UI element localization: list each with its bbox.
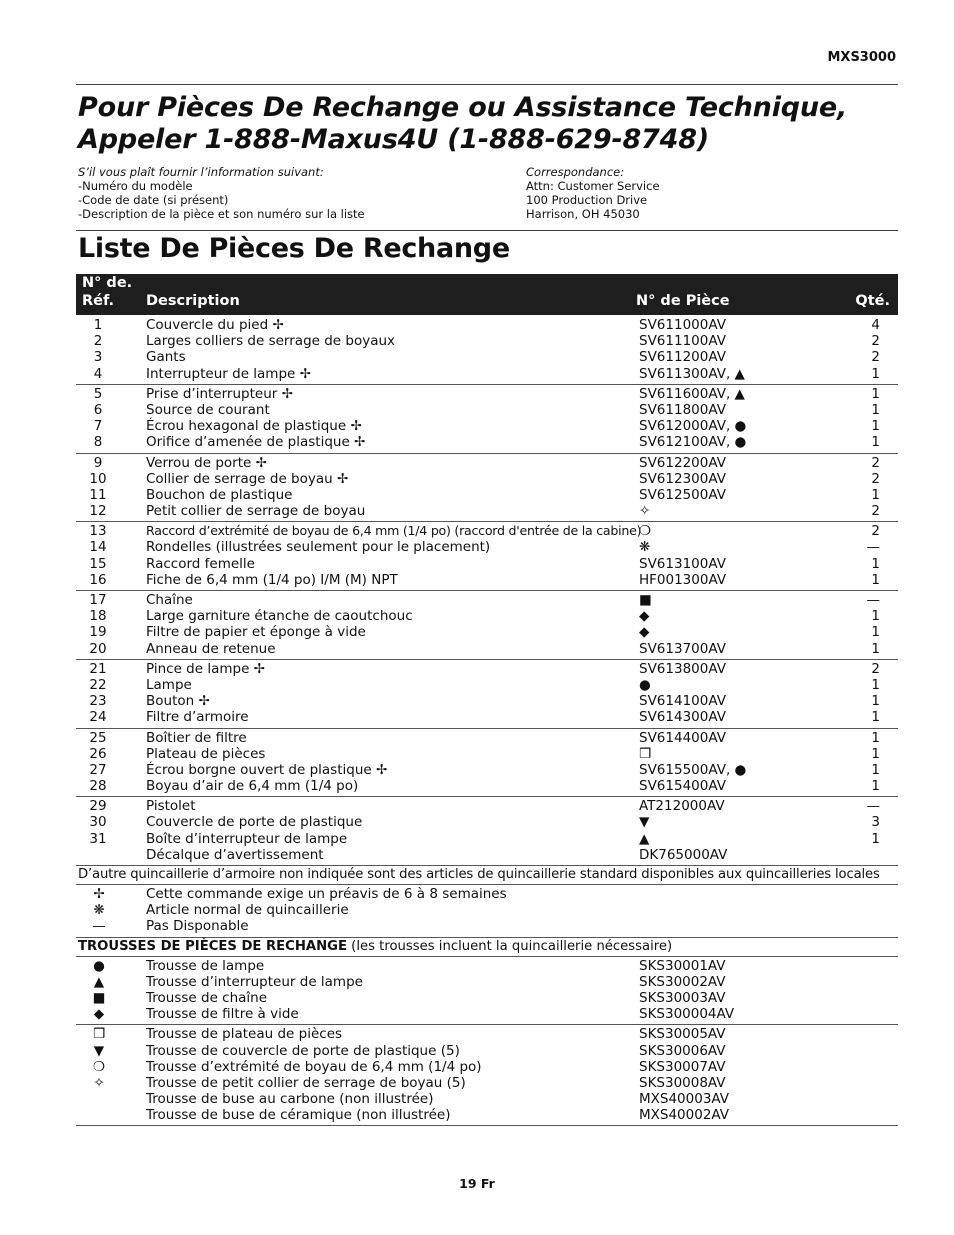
ref-number: 8	[93, 434, 103, 451]
legend-text: Pas Disponable	[146, 918, 249, 935]
kit-symbol: ❍	[92, 1058, 106, 1075]
kit-part-number: SKS30007AV	[639, 1058, 726, 1075]
kit-row	[76, 958, 898, 974]
kit-part-number: SKS30006AV	[639, 1042, 726, 1059]
part-description: Boîte d’interrupteur de lampe	[146, 830, 348, 847]
table-row	[76, 386, 898, 402]
kit-group	[76, 957, 898, 1026]
part-group	[76, 591, 898, 660]
quantity: 1	[871, 761, 880, 778]
quantity: 1	[871, 571, 880, 588]
part-number: ❋	[639, 539, 651, 556]
kit-part-number: SKS30005AV	[639, 1026, 726, 1043]
quantity: 1	[871, 608, 880, 625]
model-number: MXS3000	[827, 50, 896, 65]
ref-number: 1	[93, 317, 103, 333]
part-group	[76, 316, 898, 385]
part-number: SV612100AV, ●	[639, 434, 747, 451]
kit-description: Trousse de buse de céramique (non illustrée)	[146, 1107, 451, 1124]
header-description: Description	[146, 293, 240, 309]
ref-number: 17	[89, 592, 107, 608]
part-description: Chaîne	[146, 592, 193, 608]
part-number: SV614400AV	[639, 729, 726, 746]
table-row	[76, 471, 898, 487]
ref-number: 21	[89, 660, 107, 677]
quantity: —	[866, 592, 880, 608]
part-number: SV612000AV, ●	[639, 418, 747, 435]
kit-row	[76, 1091, 898, 1107]
part-description: Écrou hexagonal de plastique ✢	[146, 418, 362, 435]
table-row	[76, 709, 898, 725]
table-row	[76, 814, 898, 830]
kit-symbol: ▼	[93, 1042, 105, 1059]
part-number: ▲	[639, 830, 650, 847]
ref-number: 15	[89, 555, 107, 572]
table-row	[76, 661, 898, 677]
symbol-legend	[76, 885, 898, 938]
kit-description: Trousse de couvercle de porte de plastique (5)	[146, 1042, 460, 1059]
kits-header-note: (les trousses incluent la quincaillerie nécessaire)	[346, 938, 673, 954]
ref-number: 18	[89, 608, 107, 625]
parts-table-body	[76, 316, 898, 1126]
kits-header	[76, 938, 898, 957]
ref-number: 13	[89, 523, 107, 540]
header-quantity: Qté.	[855, 293, 890, 309]
quantity: —	[866, 539, 880, 556]
part-description: Interrupteur de lampe ✢	[146, 365, 311, 382]
quantity: 1	[871, 434, 880, 451]
ref-number: 28	[89, 778, 107, 795]
part-number: SV612200AV	[639, 454, 726, 471]
part-number: SV611200AV	[639, 349, 726, 366]
ref-number: 2	[93, 333, 103, 350]
table-row	[76, 572, 898, 588]
kit-part-number: SKS30001AV	[639, 957, 726, 974]
part-number: SV612300AV	[639, 470, 726, 487]
header-ref-line-2: Réf.	[82, 293, 115, 309]
part-description: Écrou borgne ouvert de plastique ✢	[146, 761, 388, 778]
part-description: Filtre de papier et éponge à vide	[146, 624, 366, 641]
quantity: 2	[871, 470, 880, 487]
kit-part-number: MXS40003AV	[639, 1091, 730, 1108]
table-row	[76, 503, 898, 519]
quantity: 1	[871, 486, 880, 503]
part-description: Bouton ✢	[146, 693, 210, 710]
quantity: 2	[871, 503, 880, 520]
part-number: ✧	[639, 503, 651, 520]
part-number: SV612500AV	[639, 486, 726, 503]
headline-line-1: Pour Pièces De Rechange ou Assistance Technique,	[78, 92, 848, 123]
table-row	[76, 556, 898, 572]
legend-symbol: ❋	[93, 902, 105, 919]
quantity: 1	[871, 365, 880, 382]
table-row	[76, 608, 898, 624]
legend-row	[76, 918, 898, 934]
ref-number: 20	[89, 640, 107, 657]
kit-description: Trousse de plateau de pièces	[146, 1026, 343, 1043]
table-row	[76, 831, 898, 847]
legend-text: Cette commande exige un préavis de 6 à 8 semaines	[146, 886, 507, 902]
kit-symbol: ▲	[93, 973, 105, 990]
headline-line-2: Appeler 1-888-Maxus4U (1-888-629-8748)	[78, 124, 709, 155]
part-number: SV615400AV	[639, 778, 726, 795]
table-row	[76, 641, 898, 657]
kit-description: Trousse de filtre à vide	[146, 1006, 299, 1023]
part-number: SV614300AV	[639, 709, 726, 726]
parts-table-header	[76, 274, 898, 315]
ref-number: 29	[89, 798, 107, 815]
table-row	[76, 677, 898, 693]
part-description: Raccord d’extrémité de boyau de 6,4 mm (1/4 po) (raccord d'entrée de la cabine)	[146, 523, 642, 539]
legend-text: Article normal de quincaillerie	[146, 902, 349, 919]
table-row	[76, 847, 898, 863]
quantity: 1	[871, 401, 880, 418]
table-row	[76, 317, 898, 333]
part-number: SV611300AV, ▲	[639, 365, 745, 382]
quantity: 2	[871, 454, 880, 471]
table-row	[76, 778, 898, 794]
table-row	[76, 592, 898, 608]
legend-symbol: —	[92, 918, 106, 935]
kit-description: Trousse de chaîne	[146, 989, 268, 1006]
ref-number: 6	[93, 401, 103, 418]
ref-number: 4	[93, 365, 103, 382]
table-row	[76, 798, 898, 814]
ref-number: 12	[89, 503, 107, 520]
part-number: AT212000AV	[639, 798, 725, 815]
correspondence-block	[526, 165, 660, 221]
part-description: Couvercle de porte de plastique	[146, 814, 363, 831]
part-description: Prise d’interrupteur ✢	[146, 385, 293, 402]
address-line: Harrison, OH 45030	[526, 207, 640, 221]
part-description: Lampe	[146, 676, 192, 693]
ref-number: 7	[93, 418, 103, 435]
quantity: 1	[871, 729, 880, 746]
info-required-line: -Numéro du modèle	[78, 179, 193, 193]
table-row	[76, 693, 898, 709]
info-required-label: S’il vous plaît fournir l’information suivant:	[78, 165, 324, 179]
kit-symbol: ❒	[92, 1026, 106, 1043]
part-group	[76, 454, 898, 523]
section-divider	[76, 230, 898, 231]
part-description: Bouchon de plastique	[146, 486, 293, 503]
page-headline	[78, 92, 898, 156]
table-row	[76, 333, 898, 349]
ref-number: 31	[89, 830, 107, 847]
parts-list-title: Liste De Pièces De Rechange	[78, 233, 510, 264]
ref-number: 27	[89, 761, 107, 778]
kit-part-number: MXS40002AV	[639, 1107, 730, 1124]
hardware-note: D’autre quincaillerie d’armoire non indiquée sont des articles de quincaillerie standard disponibles aux quincailleries locales	[76, 866, 898, 885]
quantity: 2	[871, 660, 880, 677]
quantity: 2	[871, 349, 880, 366]
ref-number: 25	[89, 729, 107, 746]
header-part-number: N° de Pièce	[636, 293, 730, 309]
table-row	[76, 746, 898, 762]
kit-description: Trousse d’interrupteur de lampe	[146, 973, 363, 990]
part-description: Filtre d’armoire	[146, 709, 249, 726]
quantity: 1	[871, 624, 880, 641]
part-number: SV611600AV, ▲	[639, 385, 745, 402]
part-description: Boyau d’air de 6,4 mm (1/4 po)	[146, 778, 359, 795]
kit-row	[76, 1026, 898, 1042]
ref-number: 22	[89, 676, 107, 693]
part-description: Plateau de pièces	[146, 745, 266, 762]
table-row	[76, 455, 898, 471]
part-description: Gants	[146, 349, 186, 366]
part-number: SV611000AV	[639, 317, 726, 333]
part-description: Décalque d’avertissement	[146, 846, 324, 863]
part-number: SV613800AV	[639, 660, 726, 677]
correspondence-label: Correspondance:	[526, 165, 625, 179]
kit-symbol: ✧	[93, 1074, 105, 1091]
kit-part-number: SKS300004AV	[639, 1006, 735, 1023]
table-row	[76, 730, 898, 746]
kit-groups	[76, 957, 898, 1127]
part-group	[76, 729, 898, 798]
part-number: ◆	[639, 624, 650, 641]
legend-row	[76, 886, 898, 902]
quantity: 3	[871, 814, 880, 831]
part-description: Fiche de 6,4 mm (1/4 po) I/M (M) NPT	[146, 571, 398, 588]
address-line: Attn: Customer Service	[526, 179, 660, 193]
part-description: Orifice d’amenée de plastique ✢	[146, 434, 366, 451]
part-number: HF001300AV	[639, 571, 727, 588]
kit-description: Trousse de petit collier de serrage de boyau (5)	[146, 1074, 466, 1091]
info-required-block	[78, 165, 365, 221]
quantity: 1	[871, 676, 880, 693]
kit-part-number: SKS30008AV	[639, 1074, 726, 1091]
kit-symbol: ◆	[93, 1006, 105, 1023]
table-row	[76, 487, 898, 503]
legend-row	[76, 902, 898, 918]
part-description: Raccord femelle	[146, 555, 255, 572]
address-line: 100 Production Drive	[526, 193, 648, 207]
kits-header-title: TROUSSES DE PIÈCES DE RECHANGE	[78, 938, 347, 954]
part-number: SV611800AV	[639, 401, 726, 418]
part-description: Pistolet	[146, 798, 196, 815]
table-row	[76, 762, 898, 778]
ref-number: 24	[89, 709, 107, 726]
part-number: SV613100AV	[639, 555, 726, 572]
part-group	[76, 385, 898, 454]
table-row	[76, 624, 898, 640]
kit-row	[76, 1059, 898, 1075]
part-description: Boîtier de filtre	[146, 729, 247, 746]
part-description: Rondelles (illustrées seulement pour le placement)	[146, 539, 491, 556]
part-group	[76, 797, 898, 866]
part-description: Couvercle du pied ✢	[146, 317, 284, 333]
kit-symbol: ●	[93, 957, 105, 974]
table-row	[76, 523, 898, 539]
kit-row	[76, 1006, 898, 1022]
kit-part-number: SKS30002AV	[639, 973, 726, 990]
quantity: 1	[871, 385, 880, 402]
part-description: Petit collier de serrage de boyau	[146, 503, 366, 520]
part-group	[76, 522, 898, 591]
part-description: Source de courant	[146, 401, 270, 418]
kit-row	[76, 1043, 898, 1059]
part-description: Collier de serrage de boyau ✢	[146, 470, 349, 487]
kit-symbol: ■	[92, 989, 106, 1006]
part-description: Pince de lampe ✢	[146, 660, 265, 677]
quantity: 1	[871, 709, 880, 726]
quantity: 1	[871, 640, 880, 657]
part-number: SV611100AV	[639, 333, 726, 350]
kit-description: Trousse d’extrémité de boyau de 6,4 mm (1/4 po)	[146, 1058, 482, 1075]
part-description: Verrou de porte ✢	[146, 454, 267, 471]
quantity: 2	[871, 333, 880, 350]
part-groups	[76, 316, 898, 866]
ref-number: 23	[89, 693, 107, 710]
table-row	[76, 402, 898, 418]
quantity: —	[866, 798, 880, 815]
table-row	[76, 366, 898, 382]
ref-number: 10	[89, 470, 107, 487]
quantity: 1	[871, 830, 880, 847]
part-number: ●	[639, 676, 651, 693]
ref-number: 5	[93, 385, 103, 402]
table-row	[76, 539, 898, 555]
part-description: Anneau de retenue	[146, 640, 276, 657]
part-description: Large garniture étanche de caoutchouc	[146, 608, 413, 625]
quantity: 4	[871, 317, 880, 333]
kit-description: Trousse de buse au carbone (non illustrée)	[146, 1091, 434, 1108]
ref-number: 19	[89, 624, 107, 641]
quantity: 1	[871, 778, 880, 795]
ref-number: 16	[89, 571, 107, 588]
kit-part-number: SKS30003AV	[639, 989, 726, 1006]
quantity: 1	[871, 555, 880, 572]
kit-row	[76, 1107, 898, 1123]
page-number: 19 Fr	[459, 1176, 495, 1191]
part-description: Larges colliers de serrage de boyaux	[146, 333, 396, 350]
kit-group	[76, 1025, 898, 1126]
ref-number: 11	[89, 486, 107, 503]
quantity: 2	[871, 523, 880, 540]
kit-row	[76, 1075, 898, 1091]
table-row	[76, 434, 898, 450]
part-group	[76, 660, 898, 729]
quantity: 1	[871, 418, 880, 435]
ref-number: 26	[89, 745, 107, 762]
ref-number: 30	[89, 814, 107, 831]
kit-row	[76, 990, 898, 1006]
part-number: DK765000AV	[639, 846, 728, 863]
quantity: 1	[871, 745, 880, 762]
quantity: 1	[871, 693, 880, 710]
kit-row	[76, 974, 898, 990]
table-row	[76, 349, 898, 365]
info-required-line: -Code de date (si présent)	[78, 193, 229, 207]
part-number: ❍	[639, 523, 652, 540]
part-number: ■	[639, 592, 652, 608]
kit-description: Trousse de lampe	[146, 957, 265, 974]
part-number: SV613700AV	[639, 640, 726, 657]
part-number: SV614100AV	[639, 693, 726, 710]
part-number: ▼	[639, 814, 650, 831]
header-ref-line-1: N° de.	[82, 275, 133, 291]
ref-number: 9	[93, 454, 103, 471]
info-required-line: -Description de la pièce et son numéro sur la liste	[78, 207, 365, 221]
ref-number: 3	[93, 349, 103, 366]
table-row	[76, 418, 898, 434]
legend-symbol: ✢	[93, 886, 105, 902]
ref-number: 14	[89, 539, 107, 556]
part-number: ❒	[639, 745, 652, 762]
header-divider	[76, 84, 898, 85]
part-number: SV615500AV, ●	[639, 761, 747, 778]
part-number: ◆	[639, 608, 650, 625]
